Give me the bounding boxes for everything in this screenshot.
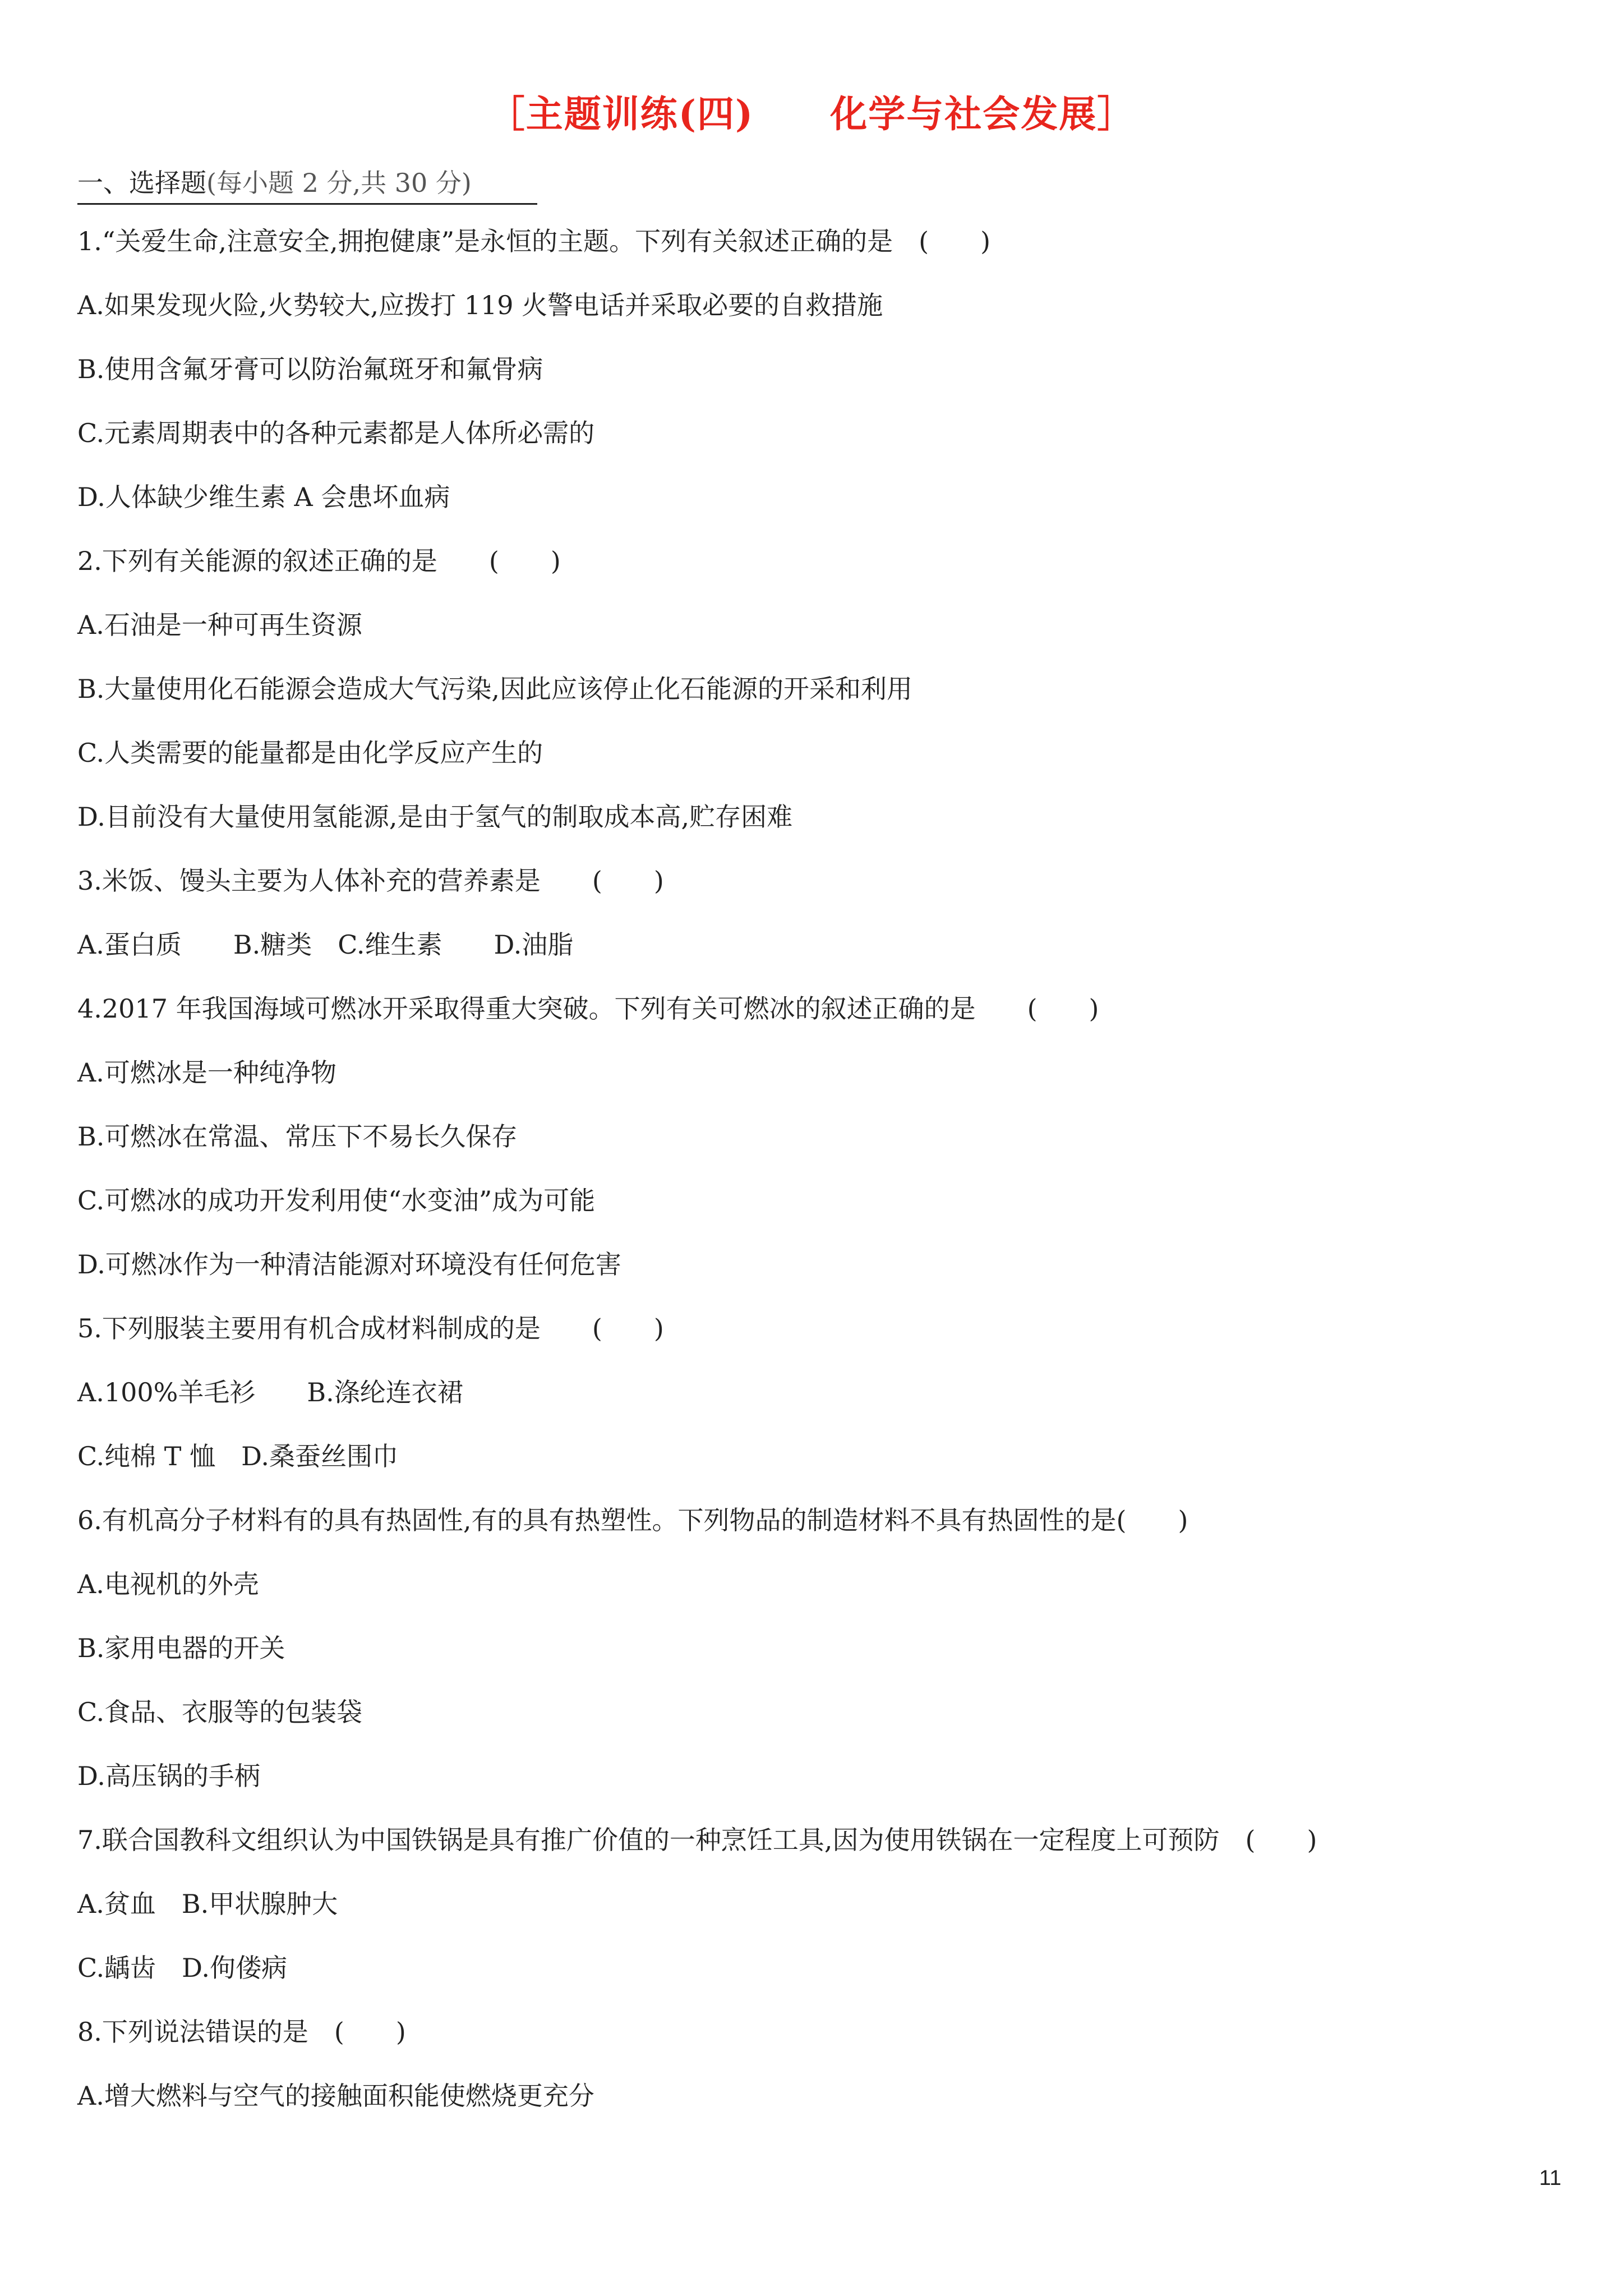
section-score-note: (每小题 2 分,共 30 分) — [206, 168, 472, 198]
answer-option: D.可燃冰作为一种清洁能源对环境没有任何危害 — [77, 1249, 621, 1280]
answer-option: C.食品、衣服等的包装袋 — [77, 1697, 363, 1727]
answer-option: A.电视机的外壳 — [77, 1569, 259, 1599]
answer-option: C.人类需要的能量都是由化学反应产生的 — [77, 738, 543, 768]
question-stem: 4.2017 年我国海域可燃冰开采取得重大突破。下列有关可燃冰的叙述正确的是 ( ) — [77, 993, 1099, 1024]
answer-option: A.增大燃料与空气的接触面积能使燃烧更充分 — [77, 2081, 594, 2111]
section-label: 一、选择题 — [77, 168, 206, 198]
answer-option: C.元素周期表中的各种元素都是人体所必需的 — [77, 418, 595, 448]
section-heading — [77, 163, 537, 205]
answer-option: D.人体缺少维生素 A 会患坏血病 — [77, 482, 450, 512]
question-stem: 1.“关爱生命,注意安全,拥抱健康”是永恒的主题。下列有关叙述正确的是 ( ) — [77, 226, 991, 256]
answer-option: A.100%羊毛衫 B.涤纶连衣裙 — [77, 1377, 463, 1407]
answer-option: A.蛋白质 B.糖类 C.维生素 D.油脂 — [77, 930, 574, 960]
answer-option: D.目前没有大量使用氢能源,是由于氢气的制取成本高,贮存困难 — [77, 802, 793, 832]
question-stem: 2.下列有关能源的叙述正确的是 ( ) — [77, 546, 561, 576]
answer-option: B.大量使用化石能源会造成大气污染,因此应该停止化石能源的开采和利用 — [77, 674, 913, 704]
page-title: ［主题训练(四) 化学与社会发展］ — [487, 92, 1136, 136]
question-stem: 8.下列说法错误的是 ( ) — [77, 2017, 406, 2047]
question-stem: 6.有机高分子材料有的具有热固性,有的具有热塑性。下列物品的制造材料不具有热固性的是( ) — [77, 1505, 1188, 1535]
answer-option: A.如果发现火险,火势较大,应拨打 119 火警电话并采取必要的自救措施 — [77, 290, 883, 320]
answer-option: C.可燃冰的成功开发利用使“水变油”成为可能 — [77, 1185, 596, 1216]
answer-option: A.石油是一种可再生资源 — [77, 610, 362, 640]
question-stem: 3.米饭、馒头主要为人体补充的营养素是 ( ) — [77, 866, 664, 896]
question-stem: 7.联合国教科文组织认为中国铁锅是具有推广价值的一种烹饪工具,因为使用铁锅在一定程度上可预防 ( ) — [77, 1825, 1317, 1855]
answer-option: D.高压锅的手柄 — [77, 1761, 260, 1791]
answer-option: A.可燃冰是一种纯净物 — [77, 1057, 336, 1088]
answer-option: C.纯棉 T 恤 D.桑蚕丝围巾 — [77, 1441, 398, 1471]
answer-option: B.家用电器的开关 — [77, 1633, 285, 1663]
answer-option: B.使用含氟牙膏可以防治氟斑牙和氟骨病 — [77, 354, 543, 384]
answer-option: A.贫血 B.甲状腺肿大 — [77, 1889, 338, 1919]
answer-option: B.可燃冰在常温、常压下不易长久保存 — [77, 1121, 518, 1152]
question-stem: 5.下列服装主要用有机合成材料制成的是 ( ) — [77, 1313, 664, 1343]
page-number: 11 — [1539, 2166, 1561, 2190]
answer-option: C.龋齿 D.佝偻病 — [77, 1953, 288, 1983]
